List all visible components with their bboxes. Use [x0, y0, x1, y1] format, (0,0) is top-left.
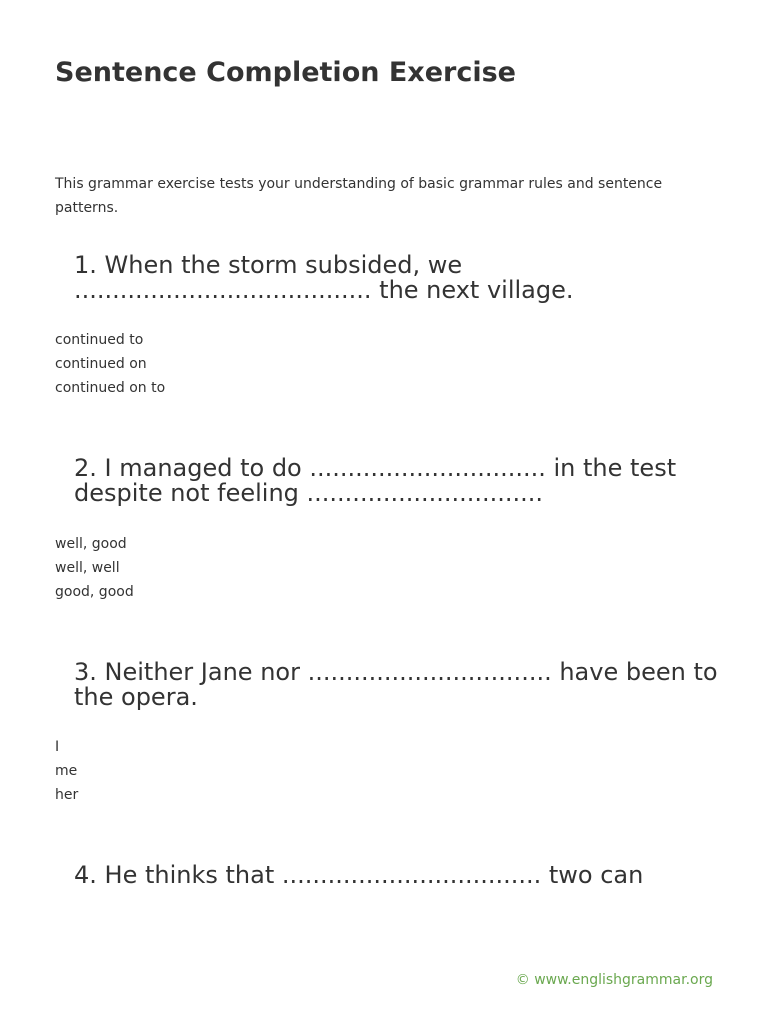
question-1: 1. When the storm subsided, we ....................................... the next village.	[74, 251, 574, 304]
option: good, good	[55, 584, 134, 600]
option: me	[55, 763, 78, 779]
page-title: Sentence Completion Exercise	[55, 57, 516, 88]
option: continued to	[55, 332, 144, 348]
option: well, good	[55, 536, 127, 552]
intro-text: This grammar exercise tests your understanding of basic grammar rules and sentence patterns.	[55, 176, 663, 216]
question-2: 2. I managed to do ............................... in the test despite not feeling ...............................	[74, 454, 677, 507]
question-4: 4. He thinks that .................................. two can	[74, 861, 644, 889]
question-3-options	[55, 735, 78, 807]
option: I	[55, 739, 60, 755]
question-3: 3. Neither Jane nor ................................ have been to the opera.	[74, 658, 718, 711]
question-1-options	[55, 328, 165, 400]
option: continued on	[55, 356, 147, 372]
option: well, well	[55, 560, 120, 576]
footer-link[interactable]: © www.englishgrammar.org	[515, 972, 713, 988]
question-2-options	[55, 532, 134, 604]
option: her	[55, 787, 79, 803]
option: continued on to	[55, 380, 166, 396]
